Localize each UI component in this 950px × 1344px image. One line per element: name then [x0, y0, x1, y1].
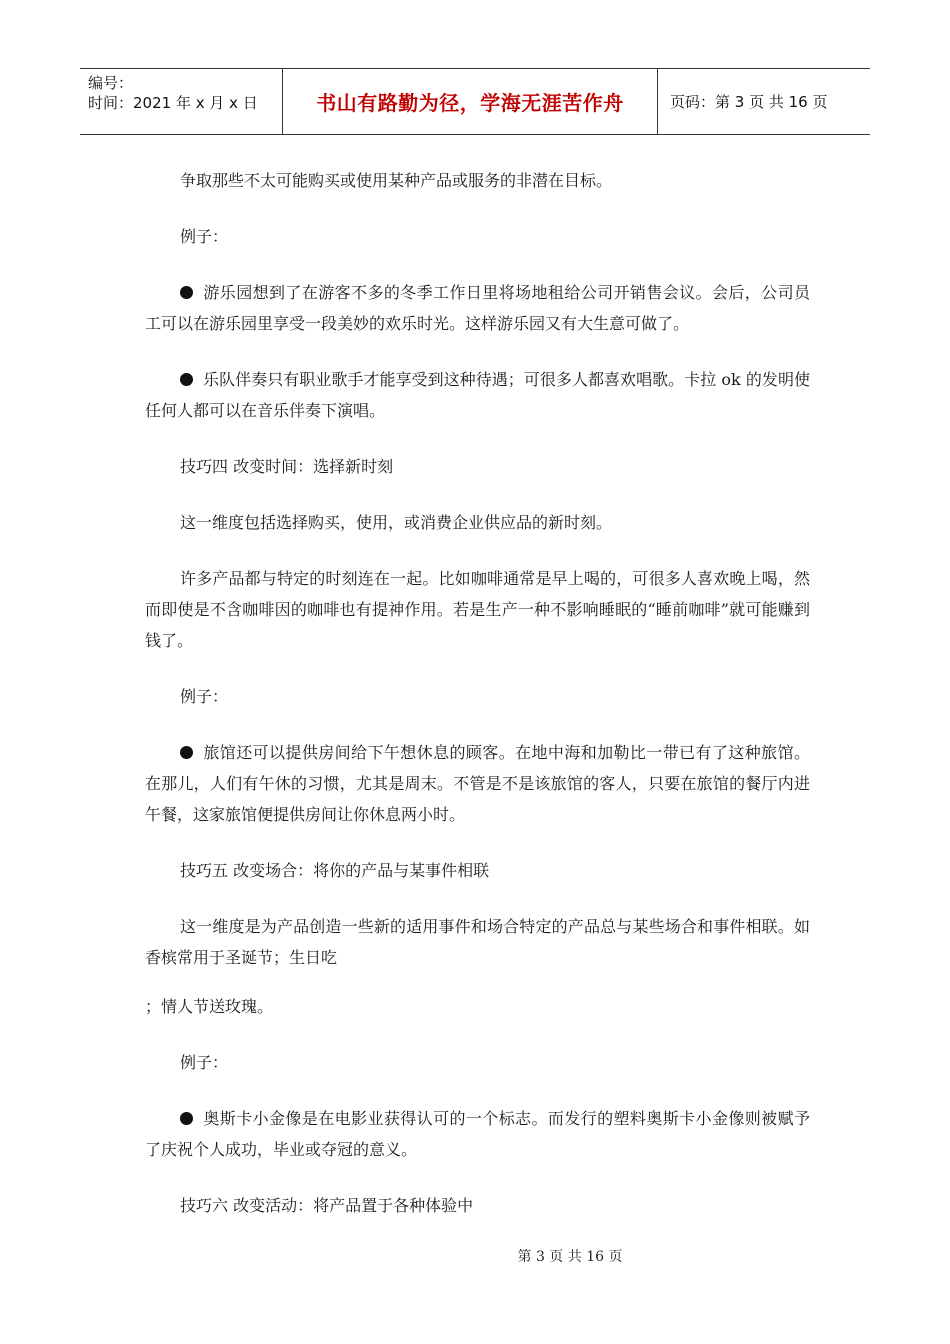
- example-label: 例子：: [180, 227, 229, 246]
- section-heading: 技巧五 改变场合：将你的产品与某事件相联: [180, 861, 490, 880]
- section-heading: 技巧四 改变时间：选择新时刻: [180, 457, 394, 476]
- header-motto: 书山有路勤为径，学海无涯苦作舟: [283, 69, 658, 134]
- document-body: [145, 165, 810, 1246]
- bullet-paragraph: [145, 277, 810, 339]
- page-footer: 第 3 页 共 16 页: [517, 1249, 623, 1265]
- bullet-paragraph: [145, 737, 810, 830]
- bullet-icon: [180, 1112, 193, 1125]
- paragraph: 许多产品都与特定的时刻连在一起。比如咖啡通常是早上喝的，可很多人喜欢晚上喝，然而即使是不含咖啡因的咖啡也有提神作用。若是生产一种不影响睡眠的“睡前咖啡”就可能赚到钱了。: [145, 569, 810, 650]
- bullet-paragraph: [145, 364, 810, 426]
- paragraph: ；情人节送玫瑰。: [145, 997, 274, 1016]
- bullet-icon: [180, 373, 193, 386]
- paragraph: 这一维度包括选择购买，使用，或消费企业供应品的新时刻。: [180, 513, 613, 532]
- bullet-text: 旅馆还可以提供房间给下午想休息的顾客。在地中海和加勒比一带已有了这种旅馆。在那儿，人们有午休的习惯，尤其是周末。不管是不是该旅馆的客人，只要在旅馆的餐厅内进午餐，这家旅馆便提供房间让你休息两小时。: [145, 743, 810, 824]
- bullet-text: 游乐园想到了在游客不多的冬季工作日里将场地租给公司开销售会议。会后，公司员工可以在游乐园里享受一段美妙的欢乐时光。这样游乐园又有大生意可做了。: [145, 283, 810, 333]
- paragraph: 争取那些不太可能购买或使用某种产品或服务的非潜在目标。: [180, 171, 613, 190]
- bullet-text: 奥斯卡小金像是在电影业获得认可的一个标志。而发行的塑料奥斯卡小金像则被赋予了庆祝个人成功，毕业或夺冠的意义。: [145, 1109, 810, 1159]
- bullet-paragraph: [145, 1103, 810, 1165]
- bullet-text: 乐队伴奏只有职业歌手才能享受到这种待遇；可很多人都喜欢唱歌。卡拉 ok 的发明使任何人都可以在音乐伴奏下演唱。: [145, 370, 810, 420]
- page-header: [80, 68, 870, 135]
- serial-label: 编号：: [88, 74, 134, 92]
- example-label: 例子：: [180, 687, 229, 706]
- header-meta: [80, 69, 283, 134]
- time-label: 时间：2021 年 x 月 x 日: [88, 94, 258, 112]
- bullet-icon: [180, 746, 193, 759]
- bullet-icon: [180, 286, 193, 299]
- paragraph: 这一维度是为产品创造一些新的适用事件和场合特定的产品总与某些场合和事件相联。如香槟常用于圣诞节；生日吃: [145, 917, 810, 967]
- section-heading: 技巧六 改变活动：将产品置于各种体验中: [180, 1196, 474, 1215]
- example-label: 例子：: [180, 1053, 229, 1072]
- header-page-info: 页码：第 3 页 共 16 页: [670, 93, 828, 111]
